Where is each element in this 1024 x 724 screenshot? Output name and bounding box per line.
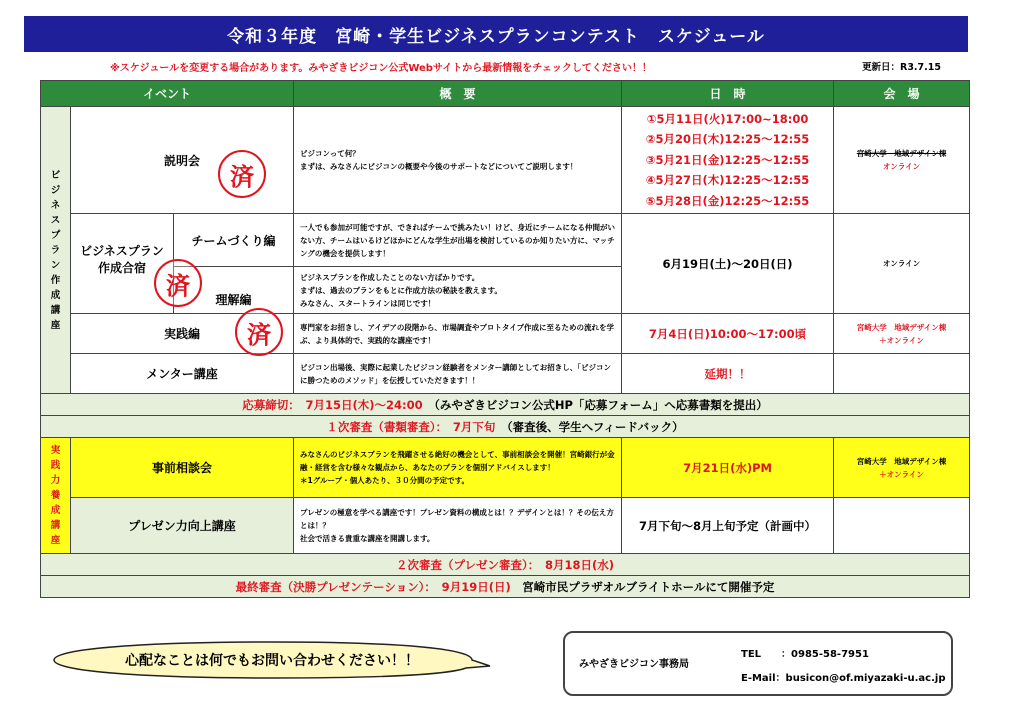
date-practice: 7月4日(日)10:00～17:00頃 (622, 314, 834, 354)
briefing-row (41, 107, 970, 214)
final-review-row (41, 576, 970, 598)
schedule-table (40, 80, 970, 598)
venue-camp: オンライン (834, 214, 970, 314)
date-camp: 6月19日(土)～20日(日) (622, 214, 834, 314)
venue-briefing: 宮崎大学 地域デザイン棟 オンライン (834, 107, 970, 214)
event-consultation: 事前相談会 (71, 438, 294, 498)
phone-number: TEL ：0985-58-7951 (741, 649, 869, 660)
practice-row (41, 314, 970, 354)
venue-presentation (834, 498, 970, 554)
page-title: 令和３年度 宮崎・学生ビジネスプランコンテスト スケジュール (24, 16, 968, 52)
side-label-practice: 実 践 力 養 成 講 座 (41, 438, 71, 554)
change-notice: ※スケジュールを変更する場合があります。みやざきビジコン公式Webサイトから最新情報をチェックしてください！！ (110, 63, 652, 74)
event-practice: 実践編 (71, 314, 294, 354)
event-team-building: チームづくり編 (174, 214, 294, 267)
dates-briefing: ①5月11日(火)17:00~18:00 ②5月20日(木)12:25～12:55 ③5月21日(金)12:25～12:55 ④5月27日(木)12:25～12:55 ⑤5月28日(金)12:25～12:55 (622, 107, 834, 214)
header-datetime: 日 時 (622, 81, 834, 107)
event-mentor: メンター講座 (71, 354, 294, 394)
date-presentation: 7月下旬～8月上旬予定（計画中） (622, 498, 834, 554)
first-review-text: １次審査（書類審査）： 7月下旬 （審査後、学生へフィードバック） (41, 416, 970, 438)
event-understanding: 理解編 (174, 267, 294, 314)
final-review-text: 最終審査（決勝プレゼンテーション）： 9月19日(日) 宮崎市民プラザオルブライトホールにて開催予定 (41, 576, 970, 598)
header-venue: 会 場 (834, 81, 970, 107)
venue-mentor (834, 354, 970, 394)
presentation-row (41, 498, 970, 554)
second-review-text: ２次審査（プレゼン審査）： 8月18日(水) (41, 554, 970, 576)
venue-consultation: 宮崎大学 地域デザイン棟 ＋オンライン (834, 438, 970, 498)
header-event: イベント (41, 81, 294, 107)
mentor-row (41, 354, 970, 394)
updated-date: 更新日：R3.7.15 (862, 62, 941, 73)
desc-consultation: みなさんのビジネスプランを飛躍させる絶好の機会として、事前相談会を開催！宮崎銀行が金融・経営を含む様々な観点から、あなたのプランを個別アドバイスします！ ＊1グループ・個人あたり、３０分間の予定です。 (294, 438, 622, 498)
event-briefing: 説明会 (71, 107, 294, 214)
deadline-text: 応募締切： 7月15日(木)～24:00 （みやざきビジコン公式HP「応募フォーム」へ応募書類を提出） (41, 394, 970, 416)
desc-practice: 専門家をお招きし、アイデアの段階から、市場調査やプロトタイプ作成に至るための流れを学ぶ、より具体的で、実践的な講座です！ (294, 314, 622, 354)
completed-stamp: 済 (154, 259, 202, 307)
date-mentor: 延期！！ (622, 354, 834, 394)
first-review-row (41, 416, 970, 438)
event-camp: ビジネスプラン 作成合宿 (71, 214, 174, 314)
date-consultation: 7月21日(水)PM (622, 438, 834, 498)
table-header-row (41, 81, 970, 107)
event-presentation: プレゼン力向上講座 (71, 498, 294, 554)
header-summary: 概 要 (294, 81, 622, 107)
completed-stamp: 済 (218, 150, 266, 198)
deadline-row (41, 394, 970, 416)
desc-presentation: プレゼンの極意を学べる講座です！プレゼン資料の構成とは！？デザインとは！？その伝え方とは！？ 社会で活きる貴重な講座を開講します。 (294, 498, 622, 554)
consult-row (41, 438, 970, 498)
email-address: E-Mail：busicon@of.miyazaki-u.ac.jp (741, 673, 946, 684)
desc-briefing: ビジコンって何？ まずは、みなさんにビジコンの概要や今後のサポートなどについてご説明します！ (294, 107, 622, 214)
desc-understanding: ビジネスプランを作成したことのない方ばかりです。 まずは、過去のプランをもとに作成方法の秘訣を教えます。 みなさん、スタートラインは同じです！ (294, 267, 622, 314)
contact-box (563, 631, 953, 696)
completed-stamp: 済 (235, 308, 283, 356)
office-name: みやざきビジコン事務局 (579, 659, 689, 670)
venue-practice: 宮崎大学 地域デザイン棟 ＋オンライン (834, 314, 970, 354)
second-review-row (41, 554, 970, 576)
desc-team-building: 一人でも参加が可能ですが、できればチームで挑みたい！けど、身近にチームになる仲間がいない方、チームはいるけどほかにどんな学生が出場を検討しているのか知りたい方に、マッチングの機会を提供します！ (294, 214, 622, 267)
desc-mentor: ビジコン出場後、実際に起業したビジコン経験者をメンター講師としてお招きし、「ビジコンに勝つためのメソッド」を伝授していただきます！！ (294, 354, 622, 394)
side-label-course: ビ ジ ネ ス プ ラ ン 作 成 講 座 (41, 107, 71, 394)
inquiry-message: 心配なことは何でもお問い合わせください！！ (125, 653, 419, 669)
